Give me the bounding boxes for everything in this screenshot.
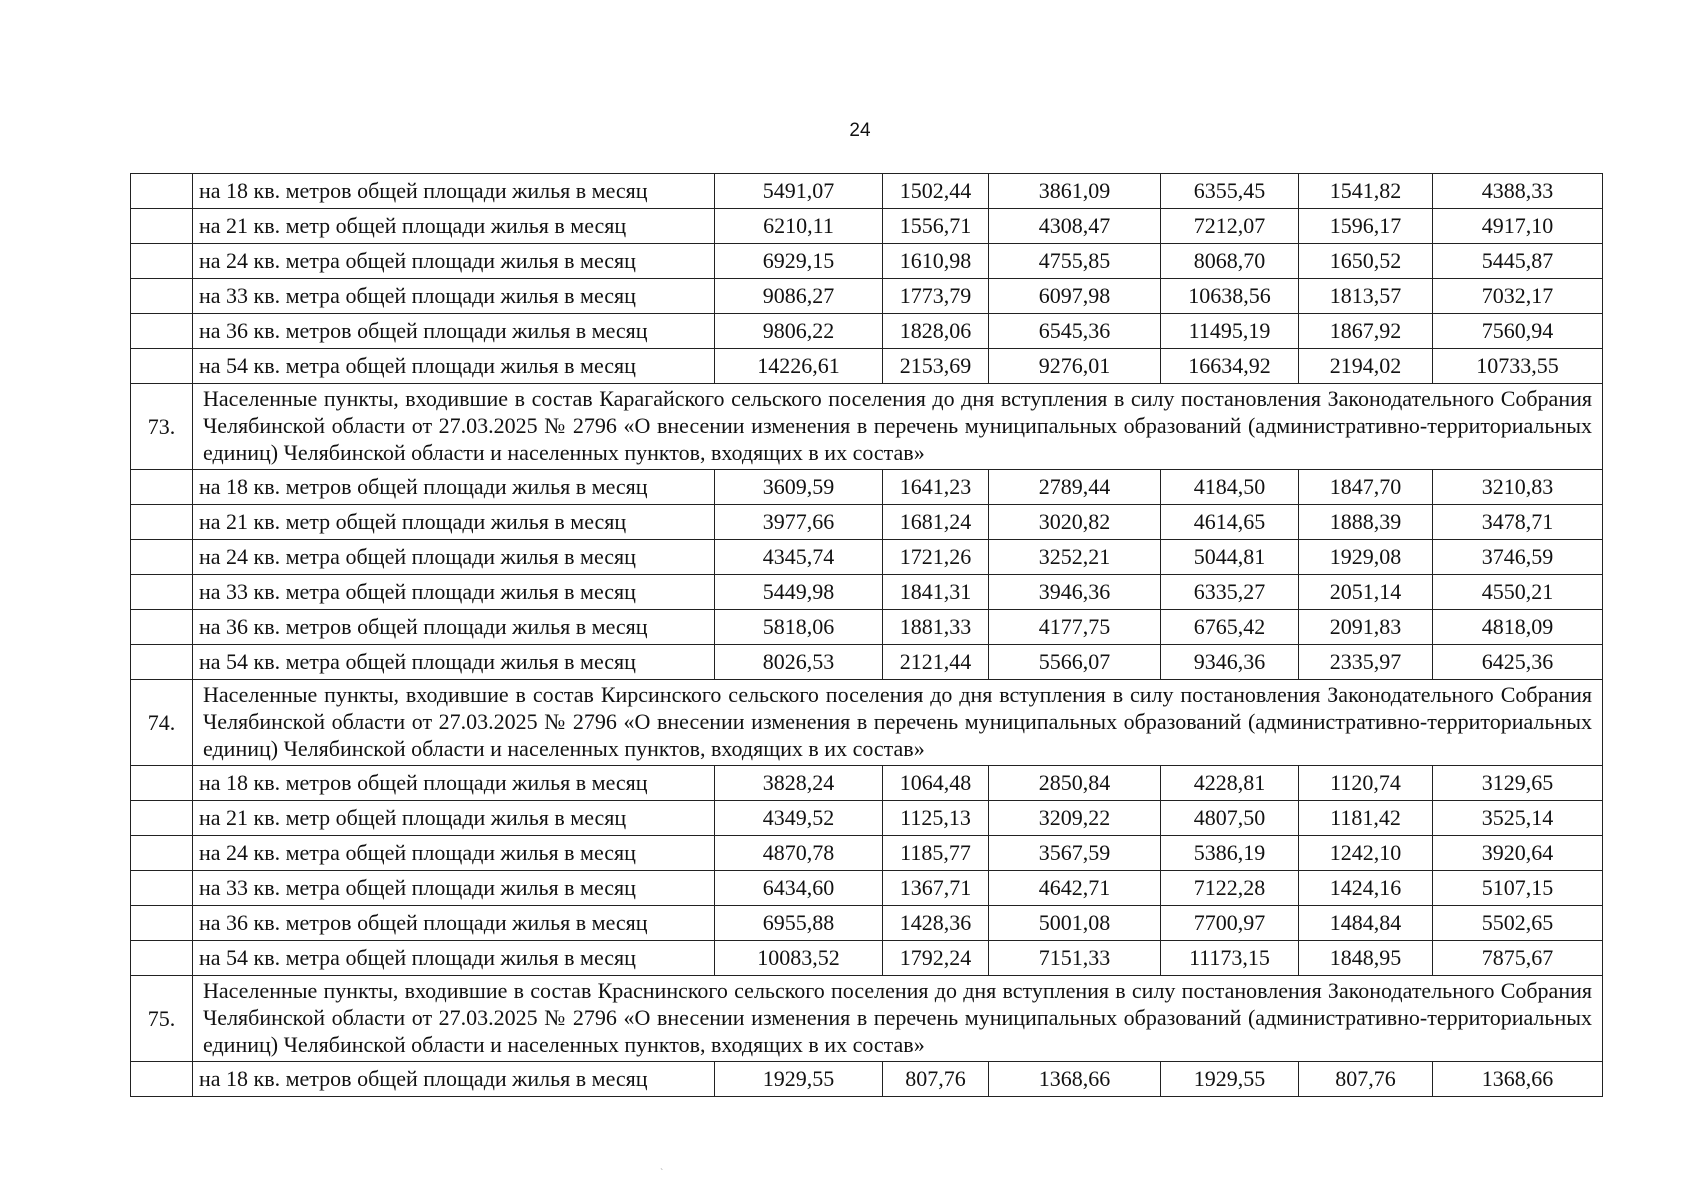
row-number-cell <box>131 540 193 575</box>
row-label: на 54 кв. метра общей площади жилья в месяц <box>193 941 715 976</box>
value-cell: 1792,24 <box>883 941 989 976</box>
value-cell: 6425,36 <box>1433 645 1603 680</box>
value-cell: 4755,85 <box>989 244 1161 279</box>
value-cell: 5044,81 <box>1161 540 1299 575</box>
row-number-cell <box>131 766 193 801</box>
row-number-cell <box>131 314 193 349</box>
table-row <box>131 575 1603 610</box>
table-row <box>131 349 1603 384</box>
value-cell: 1502,44 <box>883 174 989 209</box>
value-cell: 9086,27 <box>715 279 883 314</box>
section-heading: Населенные пункты, входившие в состав Кирсинского сельского поселения до дня вступления в силу постановления Законодательного Собрания Челябинской области от 27.03.2025 № 2796 «О внесении изменения в перечень муниципальных образований (административно-территориальных единиц) Челябинской области и населенных пунктов, входящих в их состав» <box>193 680 1603 766</box>
value-cell: 1484,84 <box>1299 906 1433 941</box>
value-cell: 3020,82 <box>989 505 1161 540</box>
value-cell: 7122,28 <box>1161 871 1299 906</box>
value-cell: 1368,66 <box>989 1062 1161 1097</box>
row-number-cell <box>131 279 193 314</box>
value-cell: 5386,19 <box>1161 836 1299 871</box>
row-number-cell <box>131 801 193 836</box>
value-cell: 1867,92 <box>1299 314 1433 349</box>
value-cell: 1125,13 <box>883 801 989 836</box>
row-label: на 33 кв. метра общей площади жилья в месяц <box>193 279 715 314</box>
value-cell: 2789,44 <box>989 470 1161 505</box>
row-number-cell <box>131 871 193 906</box>
value-cell: 1424,16 <box>1299 871 1433 906</box>
value-cell: 8068,70 <box>1161 244 1299 279</box>
row-number-cell <box>131 470 193 505</box>
value-cell: 5107,15 <box>1433 871 1603 906</box>
value-cell: 7032,17 <box>1433 279 1603 314</box>
value-cell: 4818,09 <box>1433 610 1603 645</box>
row-label: на 18 кв. метров общей площади жилья в месяц <box>193 470 715 505</box>
row-number-cell <box>131 645 193 680</box>
value-cell: 4642,71 <box>989 871 1161 906</box>
value-cell: 1929,55 <box>1161 1062 1299 1097</box>
table-row <box>131 505 1603 540</box>
row-label: на 18 кв. метров общей площади жилья в месяц <box>193 766 715 801</box>
value-cell: 4807,50 <box>1161 801 1299 836</box>
table-row <box>131 314 1603 349</box>
stray-mark: ` <box>660 1168 664 1179</box>
row-label: на 24 кв. метра общей площади жилья в месяц <box>193 244 715 279</box>
table-row <box>131 801 1603 836</box>
section-number: 75. <box>131 976 193 1062</box>
table-row <box>131 766 1603 801</box>
value-cell: 9346,36 <box>1161 645 1299 680</box>
value-cell: 1428,36 <box>883 906 989 941</box>
value-cell: 7700,97 <box>1161 906 1299 941</box>
value-cell: 1181,42 <box>1299 801 1433 836</box>
value-cell: 3210,83 <box>1433 470 1603 505</box>
value-cell: 4228,81 <box>1161 766 1299 801</box>
table-row <box>131 871 1603 906</box>
value-cell: 1556,71 <box>883 209 989 244</box>
table-body <box>131 174 1603 1097</box>
value-cell: 4614,65 <box>1161 505 1299 540</box>
value-cell: 3252,21 <box>989 540 1161 575</box>
value-cell: 4345,74 <box>715 540 883 575</box>
value-cell: 6955,88 <box>715 906 883 941</box>
value-cell: 3609,59 <box>715 470 883 505</box>
value-cell: 1242,10 <box>1299 836 1433 871</box>
value-cell: 1847,70 <box>1299 470 1433 505</box>
row-label: на 21 кв. метр общей площади жилья в месяц <box>193 209 715 244</box>
value-cell: 2850,84 <box>989 766 1161 801</box>
value-cell: 2091,83 <box>1299 610 1433 645</box>
value-cell: 6355,45 <box>1161 174 1299 209</box>
value-cell: 1367,71 <box>883 871 989 906</box>
value-cell: 11173,15 <box>1161 941 1299 976</box>
value-cell: 1064,48 <box>883 766 989 801</box>
section-number: 73. <box>131 384 193 470</box>
value-cell: 3525,14 <box>1433 801 1603 836</box>
row-label: на 54 кв. метра общей площади жилья в месяц <box>193 645 715 680</box>
row-number-cell <box>131 906 193 941</box>
value-cell: 1881,33 <box>883 610 989 645</box>
value-cell: 1888,39 <box>1299 505 1433 540</box>
value-cell: 7212,07 <box>1161 209 1299 244</box>
value-cell: 3129,65 <box>1433 766 1603 801</box>
value-cell: 7560,94 <box>1433 314 1603 349</box>
row-number-cell <box>131 610 193 645</box>
row-label: на 18 кв. метров общей площади жилья в месяц <box>193 1062 715 1097</box>
value-cell: 5445,87 <box>1433 244 1603 279</box>
row-number-cell <box>131 941 193 976</box>
value-cell: 5449,98 <box>715 575 883 610</box>
value-cell: 3920,64 <box>1433 836 1603 871</box>
value-cell: 2051,14 <box>1299 575 1433 610</box>
row-label: на 24 кв. метра общей площади жилья в месяц <box>193 540 715 575</box>
table-row <box>131 941 1603 976</box>
value-cell: 10638,56 <box>1161 279 1299 314</box>
row-label: на 36 кв. метров общей площади жилья в месяц <box>193 906 715 941</box>
value-cell: 4177,75 <box>989 610 1161 645</box>
value-cell: 3478,71 <box>1433 505 1603 540</box>
value-cell: 1610,98 <box>883 244 989 279</box>
value-cell: 5491,07 <box>715 174 883 209</box>
value-cell: 11495,19 <box>1161 314 1299 349</box>
value-cell: 5001,08 <box>989 906 1161 941</box>
table-row <box>131 174 1603 209</box>
value-cell: 4388,33 <box>1433 174 1603 209</box>
value-cell: 4917,10 <box>1433 209 1603 244</box>
row-label: на 24 кв. метра общей площади жилья в месяц <box>193 836 715 871</box>
value-cell: 9276,01 <box>989 349 1161 384</box>
value-cell: 1641,23 <box>883 470 989 505</box>
table-row <box>131 906 1603 941</box>
value-cell: 10733,55 <box>1433 349 1603 384</box>
table-row <box>131 540 1603 575</box>
value-cell: 5502,65 <box>1433 906 1603 941</box>
value-cell: 1368,66 <box>1433 1062 1603 1097</box>
value-cell: 7151,33 <box>989 941 1161 976</box>
value-cell: 4184,50 <box>1161 470 1299 505</box>
value-cell: 3746,59 <box>1433 540 1603 575</box>
row-number-cell <box>131 244 193 279</box>
row-number-cell <box>131 174 193 209</box>
value-cell: 3828,24 <box>715 766 883 801</box>
value-cell: 8026,53 <box>715 645 883 680</box>
row-label: на 18 кв. метров общей площади жилья в месяц <box>193 174 715 209</box>
row-label: на 36 кв. метров общей площади жилья в месяц <box>193 610 715 645</box>
value-cell: 4349,52 <box>715 801 883 836</box>
table-row <box>131 1062 1603 1097</box>
value-cell: 1929,08 <box>1299 540 1433 575</box>
value-cell: 16634,92 <box>1161 349 1299 384</box>
value-cell: 807,76 <box>1299 1062 1433 1097</box>
row-number-cell <box>131 209 193 244</box>
row-label: на 33 кв. метра общей площади жилья в месяц <box>193 871 715 906</box>
value-cell: 3567,59 <box>989 836 1161 871</box>
row-number-cell <box>131 575 193 610</box>
value-cell: 6097,98 <box>989 279 1161 314</box>
value-cell: 3977,66 <box>715 505 883 540</box>
value-cell: 4870,78 <box>715 836 883 871</box>
table-row <box>131 279 1603 314</box>
value-cell: 6545,36 <box>989 314 1161 349</box>
value-cell: 14226,61 <box>715 349 883 384</box>
value-cell: 6434,60 <box>715 871 883 906</box>
row-number-cell <box>131 349 193 384</box>
value-cell: 1650,52 <box>1299 244 1433 279</box>
page-number: 24 <box>849 120 871 141</box>
value-cell: 1929,55 <box>715 1062 883 1097</box>
value-cell: 5818,06 <box>715 610 883 645</box>
value-cell: 1828,06 <box>883 314 989 349</box>
value-cell: 3861,09 <box>989 174 1161 209</box>
value-cell: 1841,31 <box>883 575 989 610</box>
section-number: 74. <box>131 680 193 766</box>
row-number-cell <box>131 505 193 540</box>
section-header-row <box>131 680 1603 766</box>
value-cell: 6335,27 <box>1161 575 1299 610</box>
row-label: на 36 кв. метров общей площади жилья в месяц <box>193 314 715 349</box>
section-heading: Населенные пункты, входившие в состав Карагайского сельского поселения до дня вступления в силу постановления Законодательного Собрания Челябинской области от 27.03.2025 № 2796 «О внесении изменения в перечень муниципальных образований (административно-территориальных единиц) Челябинской области и населенных пунктов, входящих в их состав» <box>193 384 1603 470</box>
table-row <box>131 836 1603 871</box>
section-header-row <box>131 384 1603 470</box>
value-cell: 4550,21 <box>1433 575 1603 610</box>
value-cell: 2194,02 <box>1299 349 1433 384</box>
value-cell: 6765,42 <box>1161 610 1299 645</box>
value-cell: 1848,95 <box>1299 941 1433 976</box>
value-cell: 1596,17 <box>1299 209 1433 244</box>
tariff-table <box>130 173 1603 1097</box>
value-cell: 6929,15 <box>715 244 883 279</box>
row-number-cell <box>131 1062 193 1097</box>
value-cell: 1813,57 <box>1299 279 1433 314</box>
value-cell: 3209,22 <box>989 801 1161 836</box>
value-cell: 9806,22 <box>715 314 883 349</box>
value-cell: 1185,77 <box>883 836 989 871</box>
value-cell: 807,76 <box>883 1062 989 1097</box>
value-cell: 1773,79 <box>883 279 989 314</box>
table-row <box>131 610 1603 645</box>
value-cell: 7875,67 <box>1433 941 1603 976</box>
value-cell: 5566,07 <box>989 645 1161 680</box>
table-row <box>131 645 1603 680</box>
row-label: на 21 кв. метр общей площади жилья в месяц <box>193 505 715 540</box>
table-row <box>131 244 1603 279</box>
row-label: на 54 кв. метра общей площади жилья в месяц <box>193 349 715 384</box>
value-cell: 3946,36 <box>989 575 1161 610</box>
value-cell: 1541,82 <box>1299 174 1433 209</box>
row-number-cell <box>131 836 193 871</box>
value-cell: 4308,47 <box>989 209 1161 244</box>
section-heading: Населенные пункты, входившие в состав Краснинского сельского поселения до дня вступления в силу постановления Законодательного Собрания Челябинской области от 27.03.2025 № 2796 «О внесении изменения в перечень муниципальных образований (административно-территориальных единиц) Челябинской области и населенных пунктов, входящих в их состав» <box>193 976 1603 1062</box>
value-cell: 1681,24 <box>883 505 989 540</box>
section-header-row <box>131 976 1603 1062</box>
row-label: на 33 кв. метра общей площади жилья в месяц <box>193 575 715 610</box>
value-cell: 2153,69 <box>883 349 989 384</box>
value-cell: 1721,26 <box>883 540 989 575</box>
table-row <box>131 470 1603 505</box>
value-cell: 6210,11 <box>715 209 883 244</box>
value-cell: 1120,74 <box>1299 766 1433 801</box>
row-label: на 21 кв. метр общей площади жилья в месяц <box>193 801 715 836</box>
value-cell: 2121,44 <box>883 645 989 680</box>
value-cell: 10083,52 <box>715 941 883 976</box>
table-row <box>131 209 1603 244</box>
value-cell: 2335,97 <box>1299 645 1433 680</box>
